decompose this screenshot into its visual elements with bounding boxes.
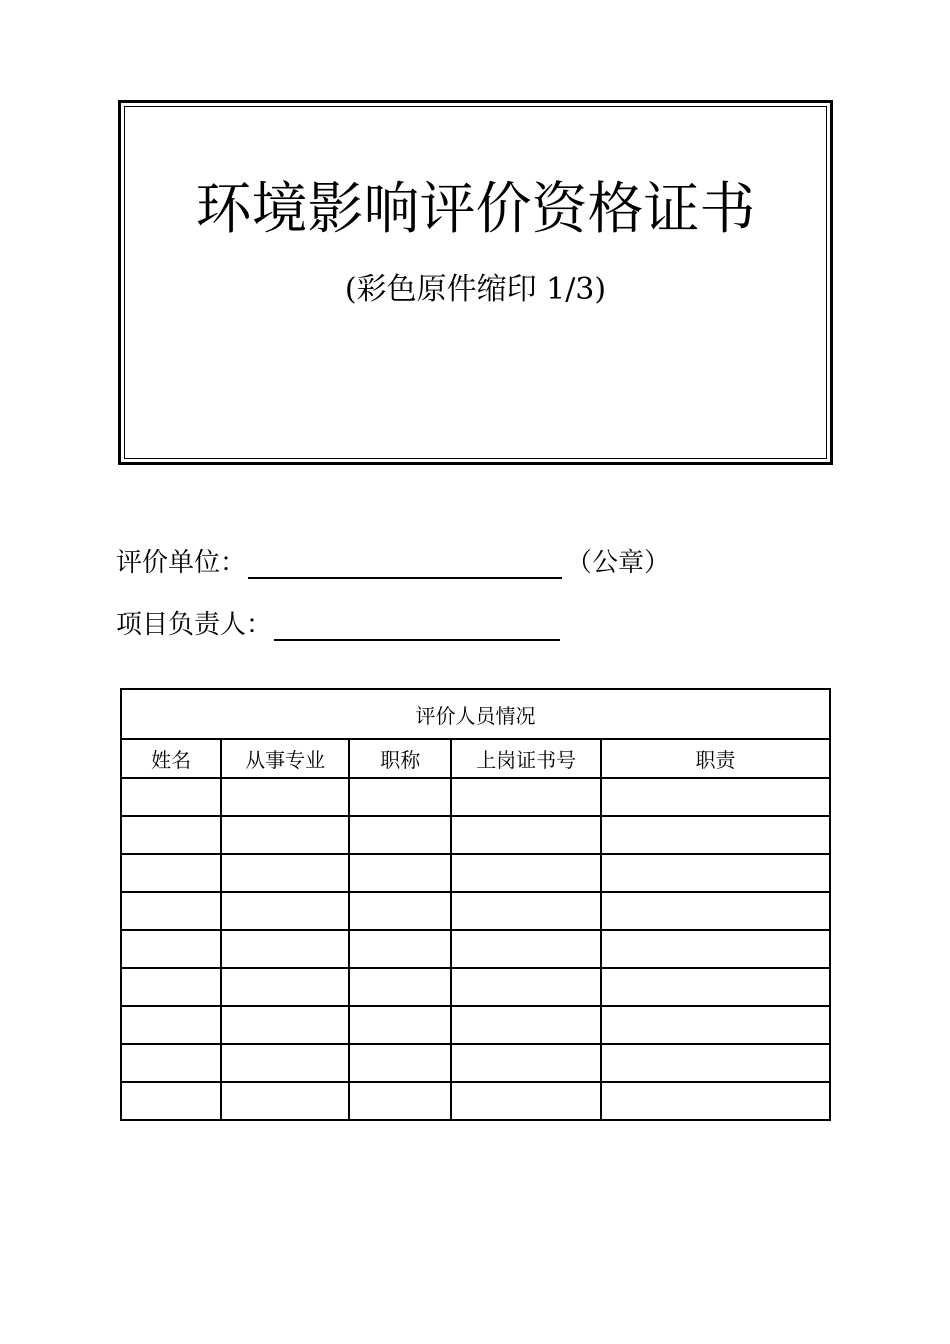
- table-cell-certificate-no[interactable]: [451, 854, 601, 892]
- table-cell-title[interactable]: [349, 1082, 451, 1120]
- table-cell-title[interactable]: [349, 854, 451, 892]
- table-row: [121, 1082, 830, 1120]
- table-row: [121, 930, 830, 968]
- table-cell-duty[interactable]: [601, 778, 830, 816]
- column-header-duty: 职责: [601, 739, 830, 778]
- table-cell-duty[interactable]: [601, 816, 830, 854]
- certificate-inner-frame: [124, 106, 827, 459]
- project-leader-label: 项目负责人：: [116, 610, 273, 640]
- table-cell-name[interactable]: [121, 854, 221, 892]
- table-row: [121, 968, 830, 1006]
- table-cell-duty[interactable]: [601, 930, 830, 968]
- certificate-subtitle: (彩色原件缩印 1/3): [344, 272, 607, 307]
- table-cell-certificate-no[interactable]: [451, 1044, 601, 1082]
- column-header-major: 从事专业: [221, 739, 349, 778]
- table-cell-certificate-no[interactable]: [451, 1082, 601, 1120]
- table-cell-title[interactable]: [349, 778, 451, 816]
- table-cell-certificate-no[interactable]: [451, 1006, 601, 1044]
- table-row: [121, 778, 830, 816]
- project-leader-row: [116, 610, 560, 641]
- table-cell-name[interactable]: [121, 816, 221, 854]
- table-cell-duty[interactable]: [601, 1006, 830, 1044]
- table-cell-certificate-no[interactable]: [451, 892, 601, 930]
- table-cell-title[interactable]: [349, 968, 451, 1006]
- table-cell-duty[interactable]: [601, 968, 830, 1006]
- table-cell-title[interactable]: [349, 1044, 451, 1082]
- table-cell-major[interactable]: [221, 816, 349, 854]
- staff-table: [120, 688, 831, 1121]
- table-cell-certificate-no[interactable]: [451, 778, 601, 816]
- table-cell-name[interactable]: [121, 1006, 221, 1044]
- table-cell-major[interactable]: [221, 1006, 349, 1044]
- table-cell-major[interactable]: [221, 1044, 349, 1082]
- table-cell-title[interactable]: [349, 892, 451, 930]
- table-cell-title[interactable]: [349, 1006, 451, 1044]
- table-cell-duty[interactable]: [601, 1044, 830, 1082]
- table-cell-major[interactable]: [221, 968, 349, 1006]
- table-row: [121, 816, 830, 854]
- table-row: [121, 1044, 830, 1082]
- table-cell-name[interactable]: [121, 930, 221, 968]
- table-cell-name[interactable]: [121, 778, 221, 816]
- certificate-frame: [118, 100, 833, 465]
- table-cell-title[interactable]: [349, 816, 451, 854]
- table-cell-certificate-no[interactable]: [451, 968, 601, 1006]
- table-cell-name[interactable]: [121, 1082, 221, 1120]
- evaluation-unit-row: [116, 548, 670, 579]
- table-cell-major[interactable]: [221, 854, 349, 892]
- column-header-certificate-no: 上岗证书号: [451, 739, 601, 778]
- table-cell-duty[interactable]: [601, 892, 830, 930]
- table-row: [121, 892, 830, 930]
- table-cell-major[interactable]: [221, 1082, 349, 1120]
- staff-table-caption: 评价人员情况: [121, 689, 830, 739]
- table-cell-major[interactable]: [221, 778, 349, 816]
- staff-table-header: [121, 739, 830, 778]
- evaluation-unit-label: 评价单位：: [116, 548, 247, 578]
- table-cell-duty[interactable]: [601, 854, 830, 892]
- column-header-name: 姓名: [121, 739, 221, 778]
- table-cell-major[interactable]: [221, 892, 349, 930]
- table-cell-certificate-no[interactable]: [451, 816, 601, 854]
- table-cell-certificate-no[interactable]: [451, 930, 601, 968]
- table-cell-title[interactable]: [349, 930, 451, 968]
- certificate-title: 环境影响评价资格证书: [195, 177, 756, 242]
- table-row: [121, 854, 830, 892]
- table-row: [121, 1006, 830, 1044]
- table-cell-major[interactable]: [221, 930, 349, 968]
- table-cell-name[interactable]: [121, 1044, 221, 1082]
- column-header-title: 职称: [349, 739, 451, 778]
- project-leader-blank[interactable]: [274, 611, 560, 641]
- official-seal-note: （公章）: [566, 548, 671, 578]
- table-cell-duty[interactable]: [601, 1082, 830, 1120]
- evaluation-unit-blank[interactable]: [248, 549, 562, 579]
- table-cell-name[interactable]: [121, 968, 221, 1006]
- table-cell-name[interactable]: [121, 892, 221, 930]
